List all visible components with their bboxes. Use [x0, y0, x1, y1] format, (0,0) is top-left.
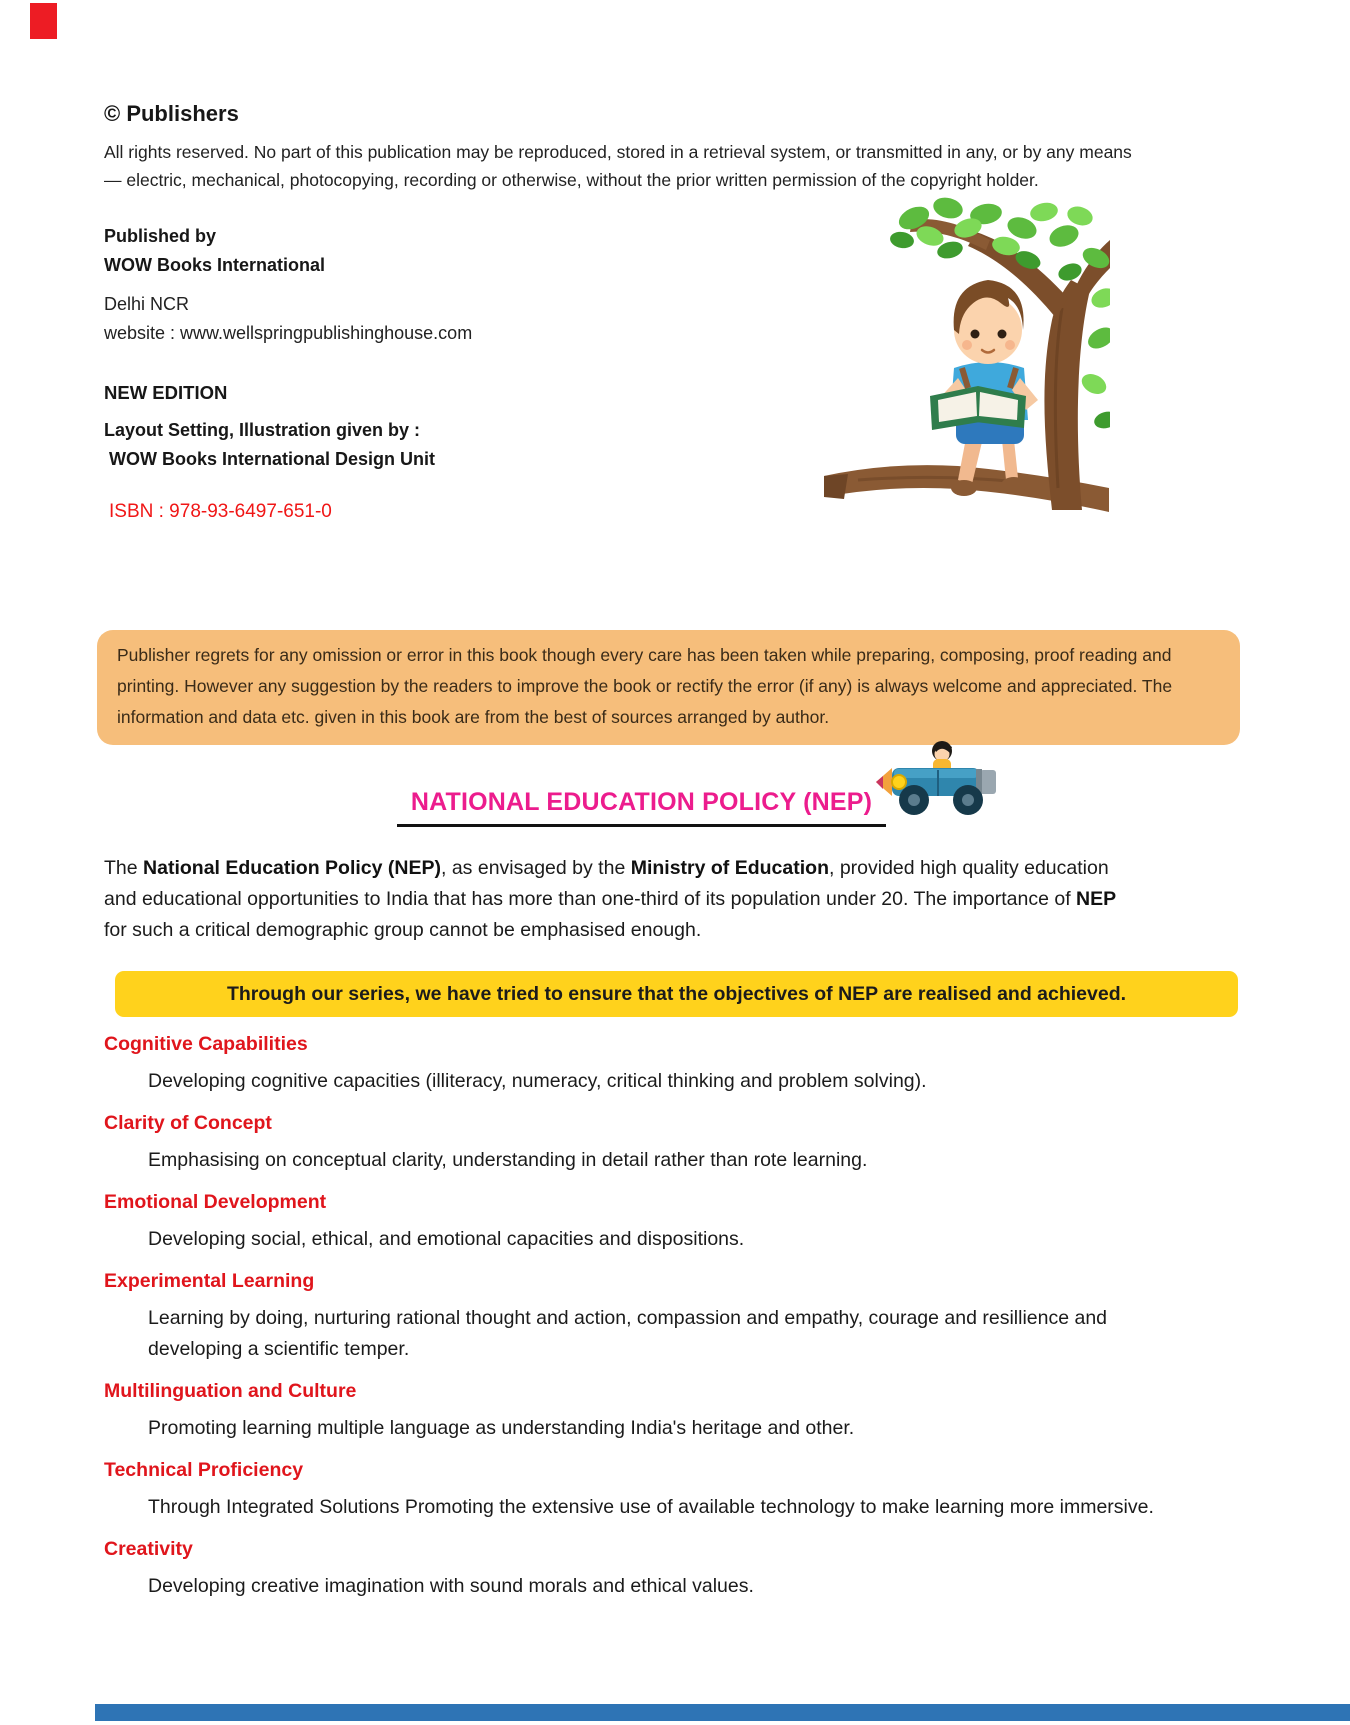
intro-seg: The	[104, 857, 144, 879]
series-objective-banner: Through our series, we have tried to ensure that the objectives of NEP are realised and achieved.	[115, 971, 1238, 1017]
intro-bold: Ministry of Education	[630, 857, 829, 879]
section-body: Promoting learning multiple language as understanding India's heritage and other.	[148, 1417, 855, 1439]
pencil-car-illustration	[876, 736, 1002, 820]
rights-paragraph: All rights reserved. No part of this publication may be reproduced, stored in a retrieval system, or transmitted in any, or by any means — electric, mechanical, photocopying, recording or otherwise, without the prior written permission of the copyright holder.	[104, 142, 1132, 190]
section-body: Developing social, ethical, and emotional capacities and dispositions.	[148, 1228, 745, 1250]
layout-credit-line2: WOW Books International Design Unit	[109, 449, 436, 469]
publishers-heading: © Publishers	[104, 101, 239, 126]
red-corner-mark	[30, 3, 57, 39]
nep-heading: NATIONAL EDUCATION POLICY (NEP)	[397, 787, 886, 827]
publisher-location: Delhi NCR	[104, 294, 190, 314]
section-title: Clarity of Concept	[104, 1112, 272, 1134]
nep-intro-paragraph	[104, 853, 1139, 946]
nep-sections-list	[104, 1031, 1252, 1602]
footer-blue-bar	[95, 1704, 1350, 1721]
edition-label: NEW EDITION	[104, 382, 228, 403]
section-title: Experimental Learning	[104, 1270, 315, 1292]
section-body: Developing creative imagination with sound morals and ethical values.	[148, 1575, 754, 1597]
layout-credit-line1: Layout Setting, Illustration given by :	[104, 420, 421, 440]
nep-heading-row	[104, 787, 1179, 827]
intro-seg: , as envisaged by the	[441, 857, 631, 879]
section-title: Technical Proficiency	[104, 1459, 304, 1481]
section-body: Learning by doing, nurturing rational thought and action, compassion and empathy, courage and resillience and developing a scientific temper.	[148, 1307, 1108, 1360]
section-body: Through Integrated Solutions Promoting the extensive use of available technology to make learning more immersive.	[148, 1496, 1154, 1518]
publisher-website: website : www.wellspringpublishinghouse.com	[104, 323, 473, 343]
section-title: Emotional Development	[104, 1191, 327, 1213]
section-title: Cognitive Capabilities	[104, 1033, 308, 1055]
published-by-label: Published by	[104, 226, 217, 246]
section-title: Creativity	[104, 1538, 193, 1560]
intro-seg: , provided high quality education and educational opportunities to India that has more than one-third of its population under 20. The importance of	[104, 857, 1109, 910]
main-content	[104, 100, 1252, 1602]
publisher-disclaimer-box: Publisher regrets for any omission or error in this book though every care has been taken while preparing, composing, proof reading and printing. However any suggestion by the readers to improve the book or rectify the error (if any) is always welcome and appreciated. The information and data etc. given in this book are from the best of sources arranged by author.	[97, 630, 1240, 745]
publisher-name: WOW Books International	[104, 255, 326, 275]
section-title: Multilinguation and Culture	[104, 1380, 357, 1402]
section-body: Emphasising on conceptual clarity, understanding in detail rather than rote learning.	[148, 1149, 868, 1171]
intro-bold: National Education Policy (NEP)	[143, 857, 441, 879]
isbn-line: ISBN : 978-93-6497-651-0	[109, 501, 332, 522]
section-body: Developing cognitive capacities (illiteracy, numeracy, critical thinking and problem solving).	[148, 1070, 927, 1092]
intro-bold: NEP	[1076, 888, 1117, 910]
intro-seg: for such a critical demographic group cannot be emphasised enough.	[104, 919, 702, 941]
